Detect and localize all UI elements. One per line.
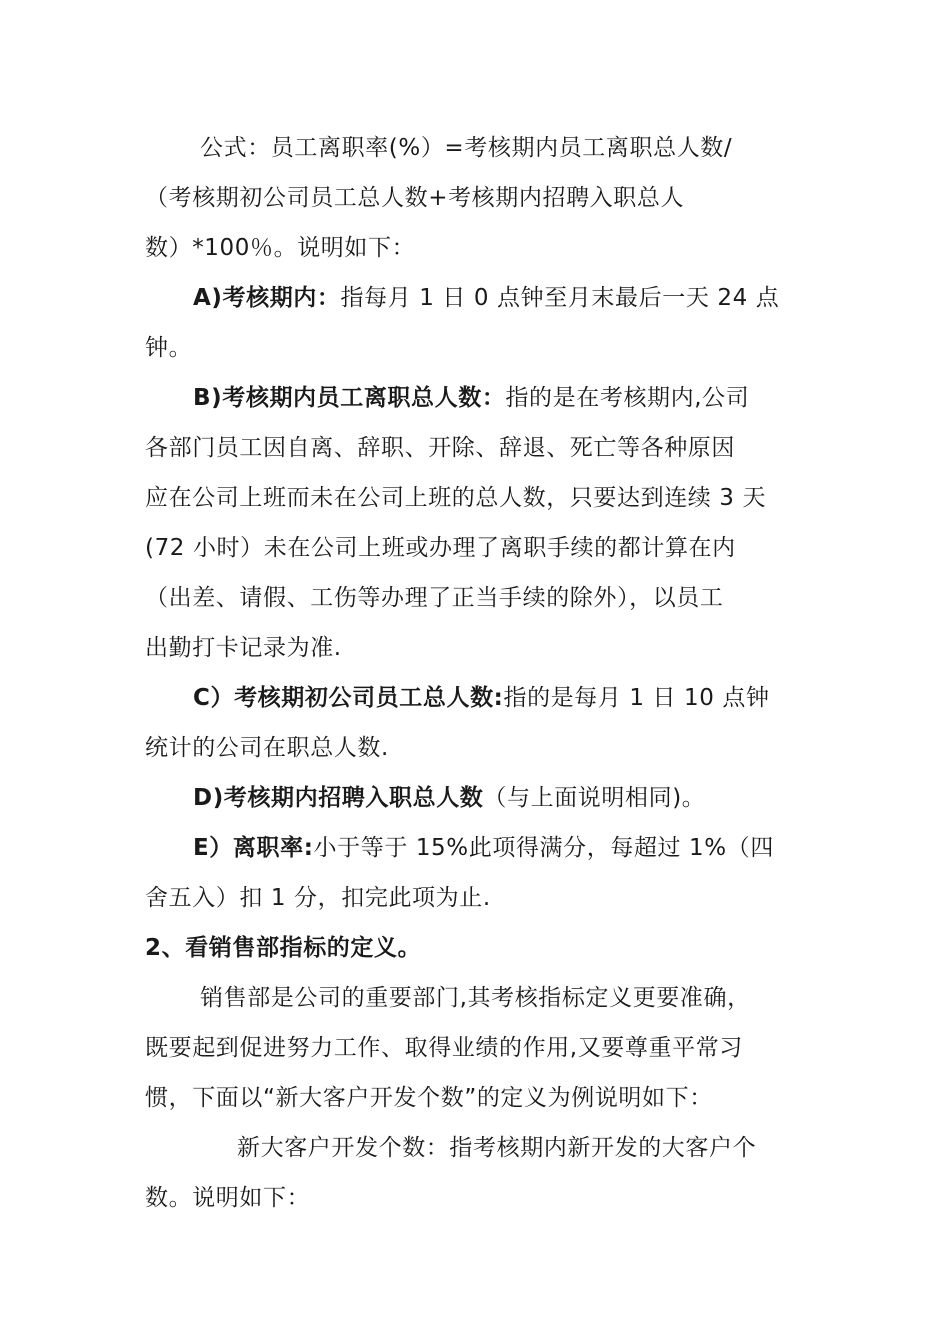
item-b-line-5: （出差、请假、工伤等办理了正当手续的除外），以员工 [145,585,724,611]
item-e-line-2: 舍五入）扣 1 分，扣完此项为止. [145,885,491,911]
item-c-label: C）考核期初公司员工总人数: [193,685,504,711]
item-c-line-1 [193,683,770,713]
formula-line-1: 公式：员工离职率(%）=考核期内员工离职总人数/ [200,135,733,161]
item-e-line-1 [193,833,774,863]
section-2-para-1-line-1: 销售部是公司的重要部门,其考核指标定义更要准确， [200,985,751,1011]
section-2-para-1-line-2: 既要起到促进努力工作、取得业绩的作用,又要尊重平常习 [145,1035,743,1061]
item-b-line-2: 各部门员工因自离、辞职、开除、辞退、死亡等各种原因 [145,435,735,461]
item-b-line-1 [193,383,749,413]
item-a-label: A)考核期内： [193,285,341,311]
item-d-text: （与上面说明相同)。 [483,785,706,811]
item-c-text: 指的是每月 1 日 10 点钟 [503,685,770,711]
item-e-label: E）离职率: [193,835,314,861]
item-a-text: 指每月 1 日 0 点钟至月末最后一天 24 点 [340,285,780,311]
item-a-line-2: 钟。 [145,335,193,361]
item-b-text: 指的是在考核期内,公司 [505,385,750,411]
item-b-line-4: (72 小时）未在公司上班或办理了离职手续的都计算在内 [145,535,736,561]
item-b-line-3: 应在公司上班而未在公司上班的总人数，只要达到连续 3 天 [145,485,767,511]
section-2-para-2-line-1: 新大客户开发个数：指考核期内新开发的大客户个 [237,1135,757,1161]
item-d-line-1 [193,783,705,813]
formula-line-2: （考核期初公司员工总人数+考核期内招聘入职总人 [145,185,685,211]
item-c-line-2: 统计的公司在职总人数. [145,735,389,761]
item-b-line-6: 出勤打卡记录为准. [145,635,342,661]
item-e-text: 小于等于 15%此项得满分，每超过 1%（四 [313,835,774,861]
item-d-label: D)考核期内招聘入职总人数 [193,785,484,811]
section-2-heading: 2、看销售部指标的定义。 [145,935,422,961]
section-2-para-2-line-2: 数。说明如下： [145,1185,311,1211]
item-a-line-1 [193,283,779,313]
item-b-label: B)考核期内员工离职总人数： [193,385,506,411]
formula-line-3: 数）*100％。说明如下： [145,235,416,261]
section-2-para-1-line-3: 惯，下面以“新大客户开发个数”的定义为例说明如下： [145,1085,713,1111]
